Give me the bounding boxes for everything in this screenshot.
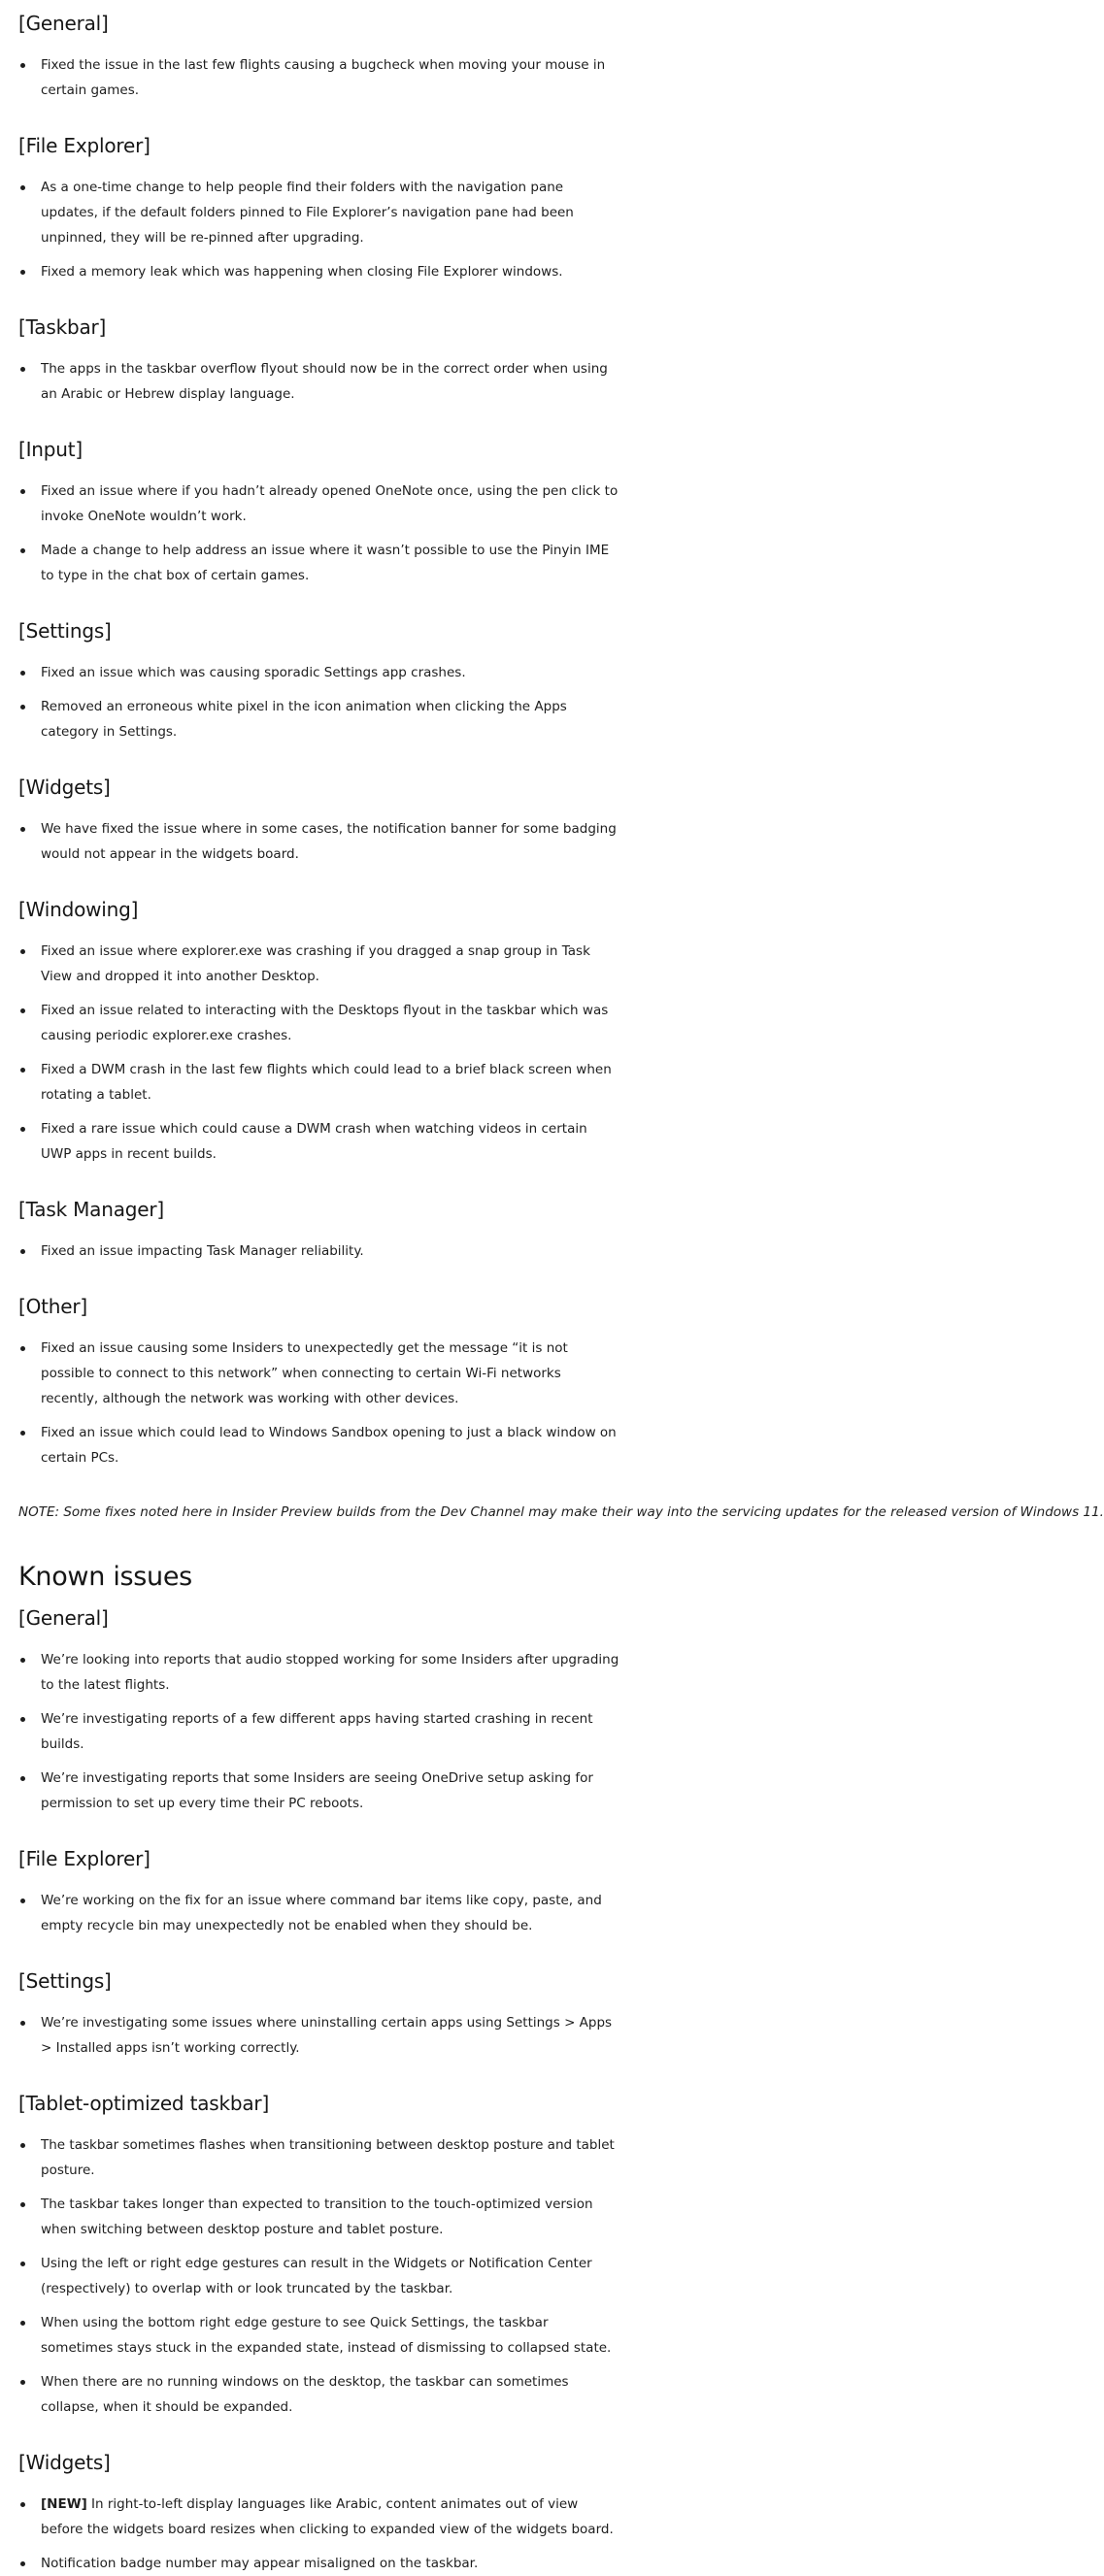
- list-item-text: Fixed an issue causing some Insiders to unexpectedly get the message “it is not possible to connect to this network” when connecting to certain Wi-Fi networks recently, although the network was working with other devices.: [41, 1340, 568, 1406]
- list-item-text: When using the bottom right edge gesture to see Quick Settings, the taskbar sometimes stays stuck in the expanded state, instead of dismissing to collapsed state.: [41, 2315, 612, 2356]
- list-item: [18, 2492, 620, 2542]
- fixes-heading-general: [General]: [18, 12, 109, 35]
- list-item-text: We’re working on the fix for an issue where command bar items like copy, paste, and empty recycle bin may unexpectedly not be enabled when they should be.: [41, 1893, 602, 1933]
- list-item: [18, 538, 620, 588]
- list-item-text: Fixed an issue which could lead to Windows Sandbox opening to just a black window on certain PCs.: [41, 1425, 617, 1466]
- bullet-icon: [20, 2321, 25, 2326]
- bullet-icon: [20, 2561, 25, 2566]
- bullet-icon: [20, 2262, 25, 2266]
- known-issues-title: Known issues: [18, 1562, 192, 1592]
- bullet-icon: [20, 2021, 25, 2026]
- fixes-list-taskbar: [18, 356, 637, 407]
- list-item: [18, 1238, 620, 1264]
- known-heading-general: [General]: [18, 1606, 109, 1630]
- list-item-text: The apps in the taskbar overflow flyout should now be in the correct order when using an Arabic or Hebrew display language.: [41, 361, 608, 402]
- list-item-text: Fixed a memory leak which was happening when closing File Explorer windows.: [41, 264, 563, 280]
- known-heading-widgets: [Widgets]: [18, 2451, 111, 2474]
- list-item-text: Notification badge number may appear misaligned on the taskbar.: [41, 2556, 479, 2571]
- bullet-icon: [20, 949, 25, 954]
- list-item: [18, 816, 620, 867]
- fixes-list-general: [18, 52, 637, 103]
- bullet-icon: [20, 1431, 25, 1436]
- bullet-icon: [20, 489, 25, 494]
- list-item: [18, 694, 620, 744]
- bullet-icon: [20, 1127, 25, 1132]
- known-heading-tablet-optimized-taskbar: [Tablet-optimized taskbar]: [18, 2092, 270, 2115]
- bullet-icon: [20, 1899, 25, 1903]
- fixes-list-other: [18, 1336, 637, 1470]
- fixes-heading-file-explorer: [File Explorer]: [18, 134, 151, 157]
- list-item-text: We have fixed the issue where in some cases, the notification banner for some badging would not appear in the widgets board.: [41, 821, 617, 862]
- fixes-list: [18, 10, 637, 1470]
- list-item-text: When there are no running windows on the desktop, the taskbar can sometimes collapse, when it should be expanded.: [41, 2374, 569, 2415]
- bullet-icon: [20, 671, 25, 676]
- list-item-text: The taskbar takes longer than expected to transition to the touch-optimized version when switching between desktop posture and tablet posture.: [41, 2196, 593, 2237]
- fixes-heading-other: [Other]: [18, 1295, 87, 1318]
- known-heading-settings: [Settings]: [18, 1969, 112, 1993]
- fixes-heading-input: [Input]: [18, 438, 83, 461]
- bullet-icon: [20, 1776, 25, 1781]
- fixes-list-file-explorer: [18, 175, 637, 284]
- list-item: [18, 52, 620, 103]
- bullet-icon: [20, 270, 25, 275]
- bullet-icon: [20, 1008, 25, 1013]
- fixes-heading-taskbar: [Taskbar]: [18, 315, 107, 339]
- bullet-icon: [20, 185, 25, 190]
- known-list-widgets: [18, 2492, 637, 2576]
- fixes-list-input: [18, 479, 637, 588]
- bullet-icon: [20, 367, 25, 372]
- fixes-list-widgets: [18, 816, 637, 867]
- list-item: [18, 1647, 620, 1698]
- list-item: [18, 356, 620, 407]
- known-list-tablet-optimized-taskbar: [18, 2132, 637, 2420]
- list-item-text: We’re investigating some issues where uninstalling certain apps using Settings > Apps > Installed apps isn’t working correctly.: [41, 2015, 613, 2056]
- list-item: [18, 1057, 620, 1107]
- list-item: [18, 2310, 620, 2361]
- fixes-list-settings: [18, 660, 637, 744]
- list-item-text: Fixed a rare issue which could cause a DWM crash when watching videos in certain UWP apps in recent builds.: [41, 1121, 587, 1162]
- known-heading-file-explorer: [File Explorer]: [18, 1847, 151, 1870]
- list-item: [18, 2251, 620, 2301]
- bullet-icon: [20, 2502, 25, 2507]
- new-tag: [NEW]: [41, 2496, 87, 2512]
- bullet-icon: [20, 63, 25, 68]
- fixes-list-task-manager: [18, 1238, 637, 1264]
- bullet-icon: [20, 548, 25, 553]
- fixes-heading-task-manager: [Task Manager]: [18, 1198, 164, 1221]
- known-issues-list: [18, 1604, 637, 2576]
- list-item-text: Fixed an issue where explorer.exe was crashing if you dragged a snap group in Task View and dropped it into another Desktop.: [41, 943, 590, 984]
- bullet-icon: [20, 827, 25, 832]
- bullet-icon: [20, 2202, 25, 2207]
- list-item-text: Fixed a DWM crash in the last few flights which could lead to a brief black screen when rotating a tablet.: [41, 1062, 612, 1103]
- known-list-settings: [18, 2010, 637, 2061]
- bullet-icon: [20, 2143, 25, 2148]
- list-item: [18, 2132, 620, 2183]
- bullet-icon: [20, 1249, 25, 1254]
- list-item: [18, 1706, 620, 1757]
- list-item-text: In right-to-left display languages like Arabic, content animates out of view before the widgets board resizes when clicking to expanded view of the widgets board.: [41, 2496, 614, 2537]
- list-item: [18, 2010, 620, 2061]
- list-item: [18, 1116, 620, 1167]
- list-item: [18, 2369, 620, 2420]
- list-item: [18, 1888, 620, 1938]
- list-item: [18, 175, 620, 250]
- list-item: [18, 479, 620, 529]
- bullet-icon: [20, 2380, 25, 2385]
- list-item-text: Fixed the issue in the last few flights causing a bugcheck when moving your mouse in certain games.: [41, 57, 606, 98]
- list-item-text: As a one-time change to help people find their folders with the navigation pane updates, if the default folders pinned to File Explorer’s navigation pane had been unpinned, they will be re-pinned after upgrading.: [41, 180, 574, 246]
- bullet-icon: [20, 1658, 25, 1663]
- list-item-text: Using the left or right edge gestures can result in the Widgets or Notification Center (respectively) to overlap with or look truncated by the taskbar.: [41, 2256, 592, 2296]
- known-list-file-explorer: [18, 1888, 637, 1938]
- list-item: [18, 939, 620, 989]
- list-item: [18, 2192, 620, 2242]
- list-item-text: Fixed an issue which was causing sporadic Settings app crashes.: [41, 665, 466, 680]
- list-item-text: We’re investigating reports that some Insiders are seeing OneDrive setup asking for permission to set up every time their PC reboots.: [41, 1770, 593, 1811]
- bullet-icon: [20, 1068, 25, 1073]
- dev-channel-note: NOTE: Some fixes noted here in Insider Preview builds from the Dev Channel may make their way into the servicing updates for the released version of Windows 11.: [18, 1504, 1104, 1520]
- list-item-text: Fixed an issue related to interacting with the Desktops flyout in the taskbar which was causing periodic explorer.exe crashes.: [41, 1003, 609, 1043]
- list-item: [18, 660, 620, 685]
- list-item-text: The taskbar sometimes flashes when transitioning between desktop posture and tablet posture.: [41, 2137, 615, 2178]
- known-list-general: [18, 1647, 637, 1816]
- list-item: [18, 1766, 620, 1816]
- list-item-text: We’re investigating reports of a few different apps having started crashing in recent builds.: [41, 1711, 593, 1752]
- list-item: [18, 1336, 620, 1411]
- list-item: [18, 998, 620, 1048]
- list-item-text: Removed an erroneous white pixel in the icon animation when clicking the Apps category in Settings.: [41, 699, 567, 740]
- list-item: [18, 1420, 620, 1470]
- list-item-text: Made a change to help address an issue where it wasn’t possible to use the Pinyin IME to type in the chat box of certain games.: [41, 543, 610, 583]
- fixes-heading-widgets: [Widgets]: [18, 776, 111, 799]
- list-item-text: Fixed an issue impacting Task Manager reliability.: [41, 1243, 364, 1259]
- fixes-heading-settings: [Settings]: [18, 619, 112, 643]
- fixes-heading-windowing: [Windowing]: [18, 898, 139, 921]
- list-item-text: Fixed an issue where if you hadn’t already opened OneNote once, using the pen click to invoke OneNote wouldn’t work.: [41, 483, 619, 524]
- list-item: [18, 2551, 620, 2576]
- bullet-icon: [20, 705, 25, 710]
- fixes-list-windowing: [18, 939, 637, 1167]
- bullet-icon: [20, 1717, 25, 1722]
- list-item-text: We’re looking into reports that audio stopped working for some Insiders after upgrading to the latest flights.: [41, 1652, 619, 1693]
- list-item: [18, 259, 620, 284]
- bullet-icon: [20, 1346, 25, 1351]
